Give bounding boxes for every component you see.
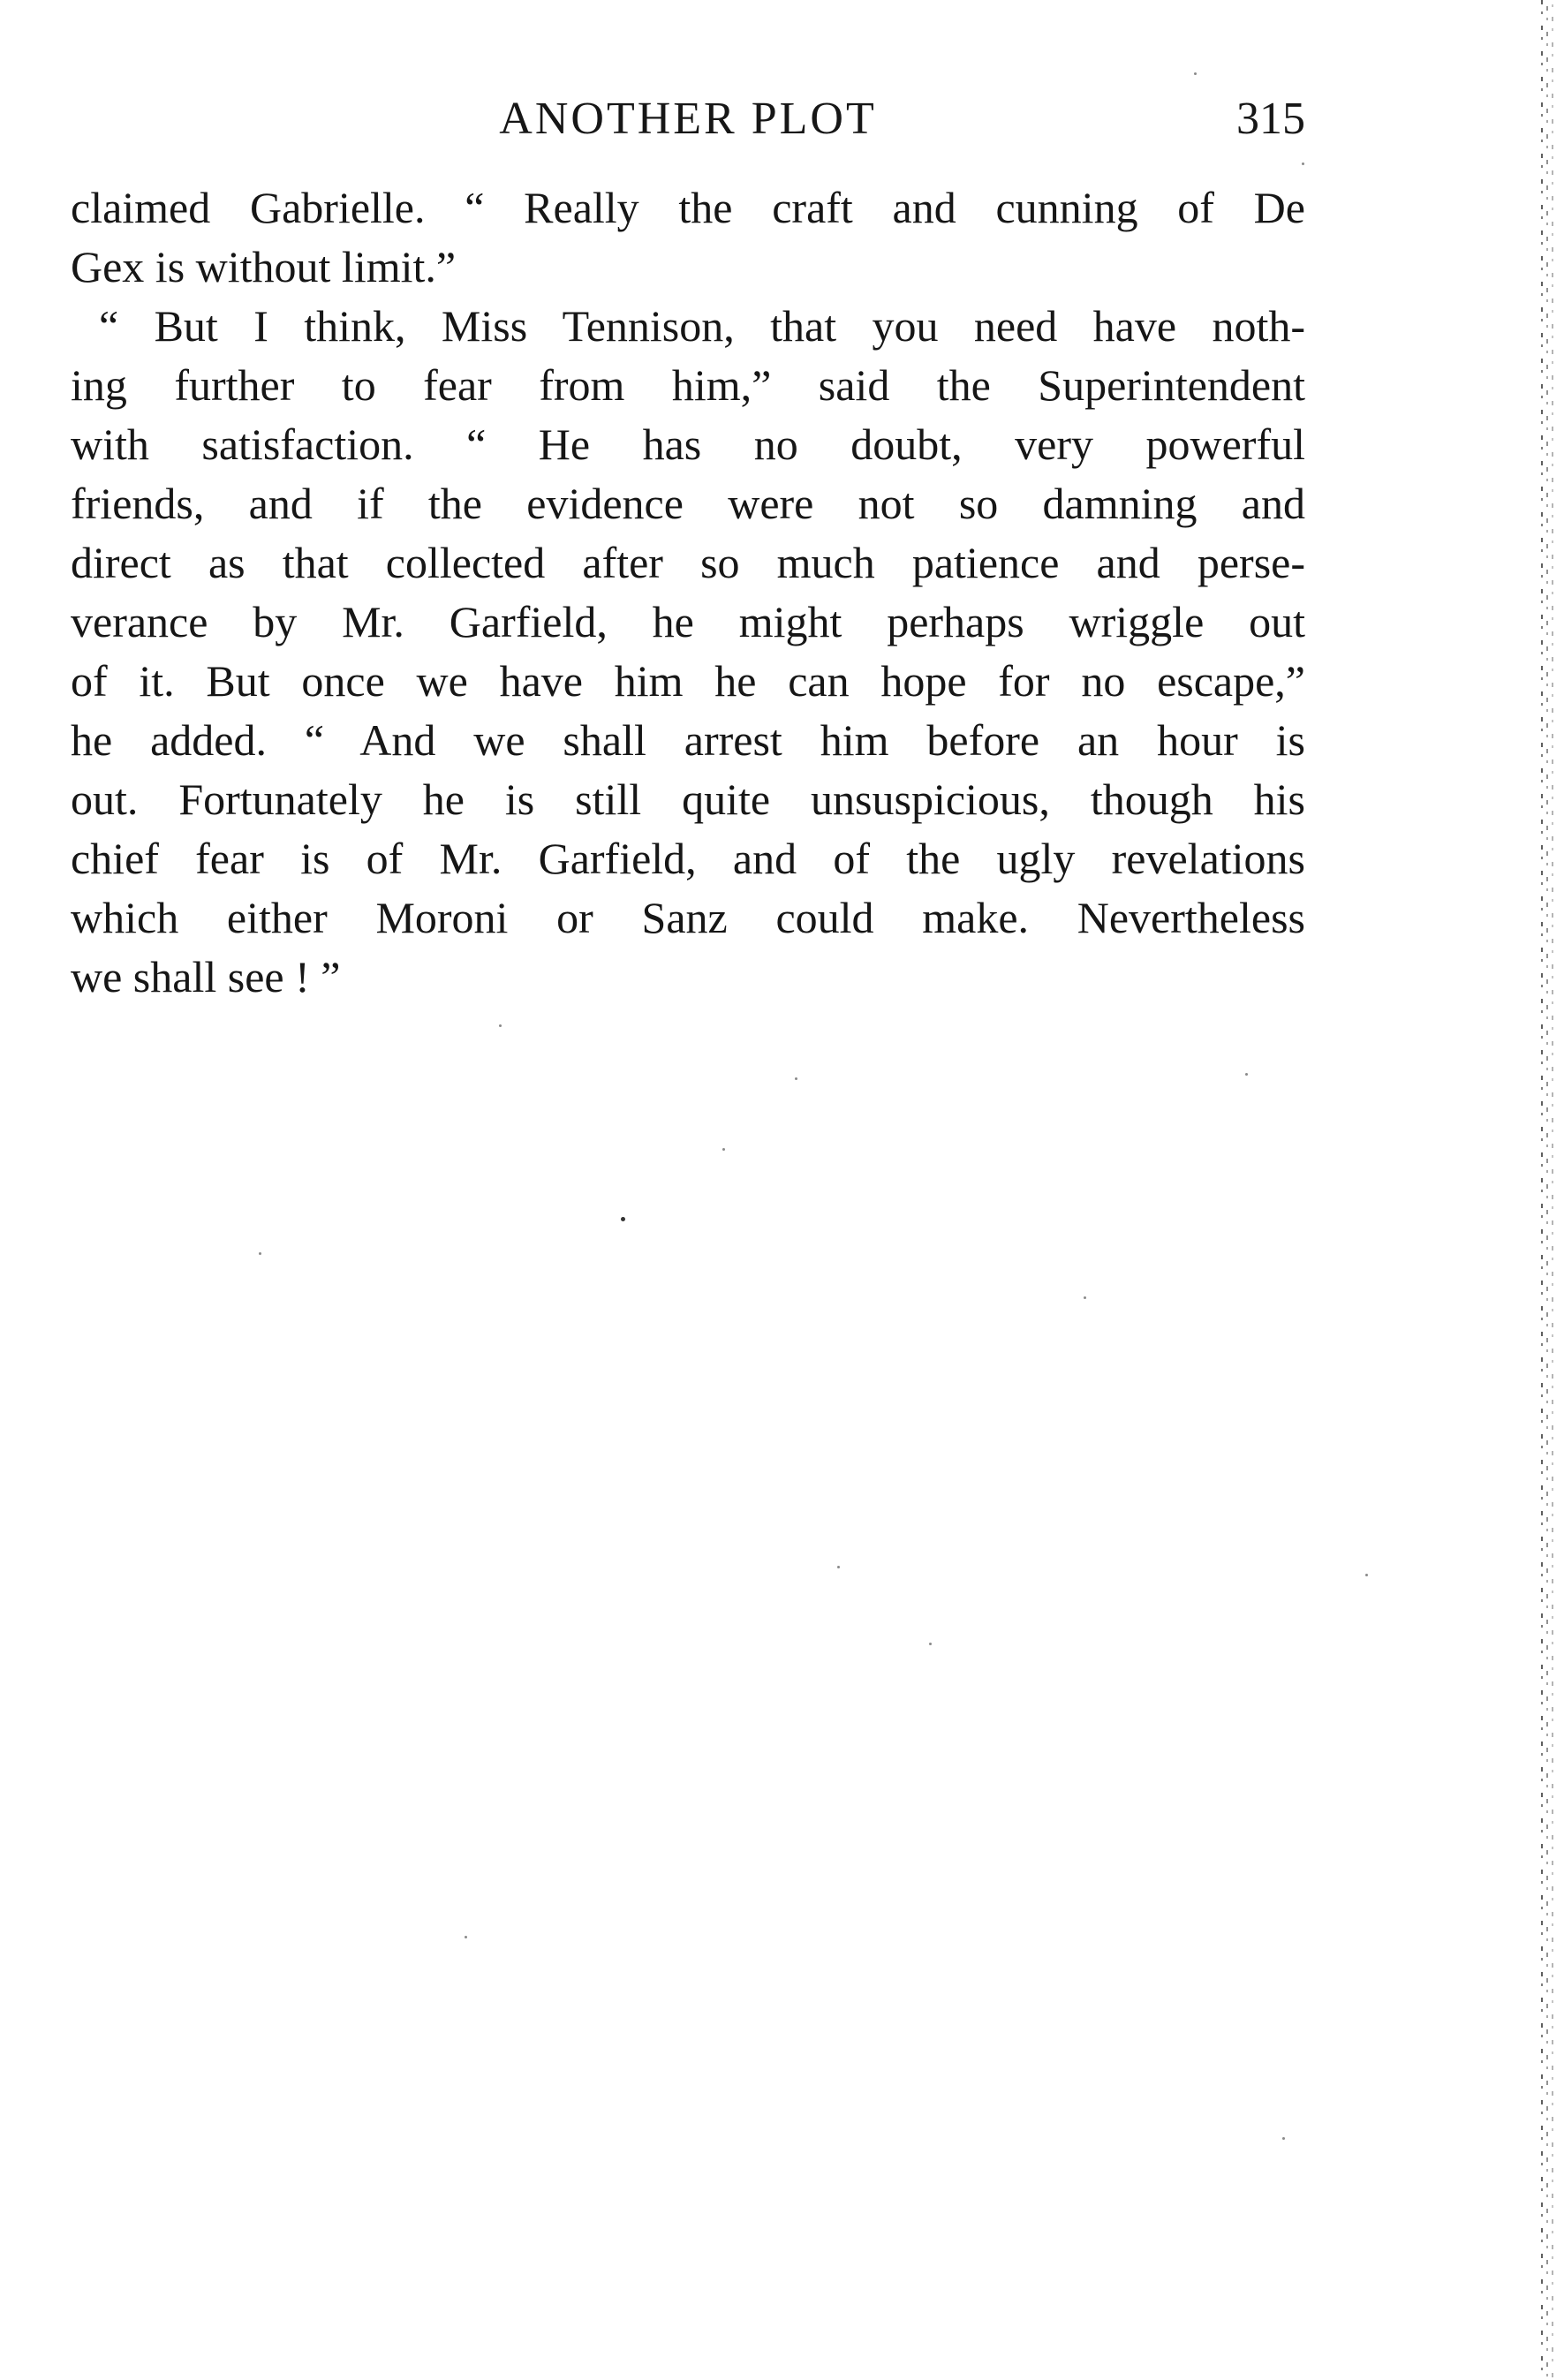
text-line: with satisfaction. “ He has no doubt, very powerful: [71, 419, 1305, 469]
text-line: Gex is without limit.”: [71, 242, 457, 291]
scan-speck: [621, 1217, 625, 1221]
scan-speck: [837, 1566, 840, 1568]
scan-speck: [795, 1077, 797, 1080]
scan-speck: [1084, 1296, 1086, 1299]
scan-speck: [1365, 1574, 1368, 1576]
scanned-page-edge: [1532, 0, 1564, 2380]
scan-speck: [259, 1252, 261, 1255]
running-head: [71, 88, 1305, 150]
scan-speck: [1302, 162, 1304, 165]
text-line: of it. But once we have him he can hope for no escape,”: [71, 656, 1305, 706]
scan-speck: [1194, 72, 1197, 75]
scan-speck: [465, 1936, 467, 1938]
scan-speck: [1245, 1073, 1248, 1076]
text-line: he added. “ And we shall arrest him before an hour is: [71, 715, 1305, 765]
text-line: chief fear is of Mr. Garfield, and of the ugly revelations: [71, 834, 1305, 883]
text-line: which either Moroni or Sanz could make. Nevertheless: [71, 893, 1305, 942]
scan-speck: [929, 1643, 932, 1645]
body-text: [71, 178, 1305, 1007]
page-number: 315: [1236, 94, 1305, 144]
text-line: claimed Gabrielle. “ Really the craft and cunning of De: [71, 183, 1305, 232]
scan-speck: [722, 1148, 725, 1151]
text-line: direct as that collected after so much patience and perse-: [71, 538, 1305, 587]
running-title: ANOTHER PLOT: [499, 94, 877, 144]
text-line: ing further to fear from him,” said the Superintendent: [71, 360, 1305, 410]
text-line: “ But I think, Miss Tennison, that you need have noth-: [99, 301, 1305, 351]
text-line: out. Fortunately he is still quite unsuspicious, though his: [71, 774, 1305, 824]
text-line: verance by Mr. Garfield, he might perhaps wriggle out: [71, 597, 1305, 646]
scan-speck: [1282, 2137, 1285, 2140]
text-line: we shall see ! ”: [71, 952, 341, 1001]
scan-speck: [499, 1024, 502, 1027]
text-line: friends, and if the evidence were not so damning and: [71, 479, 1305, 528]
